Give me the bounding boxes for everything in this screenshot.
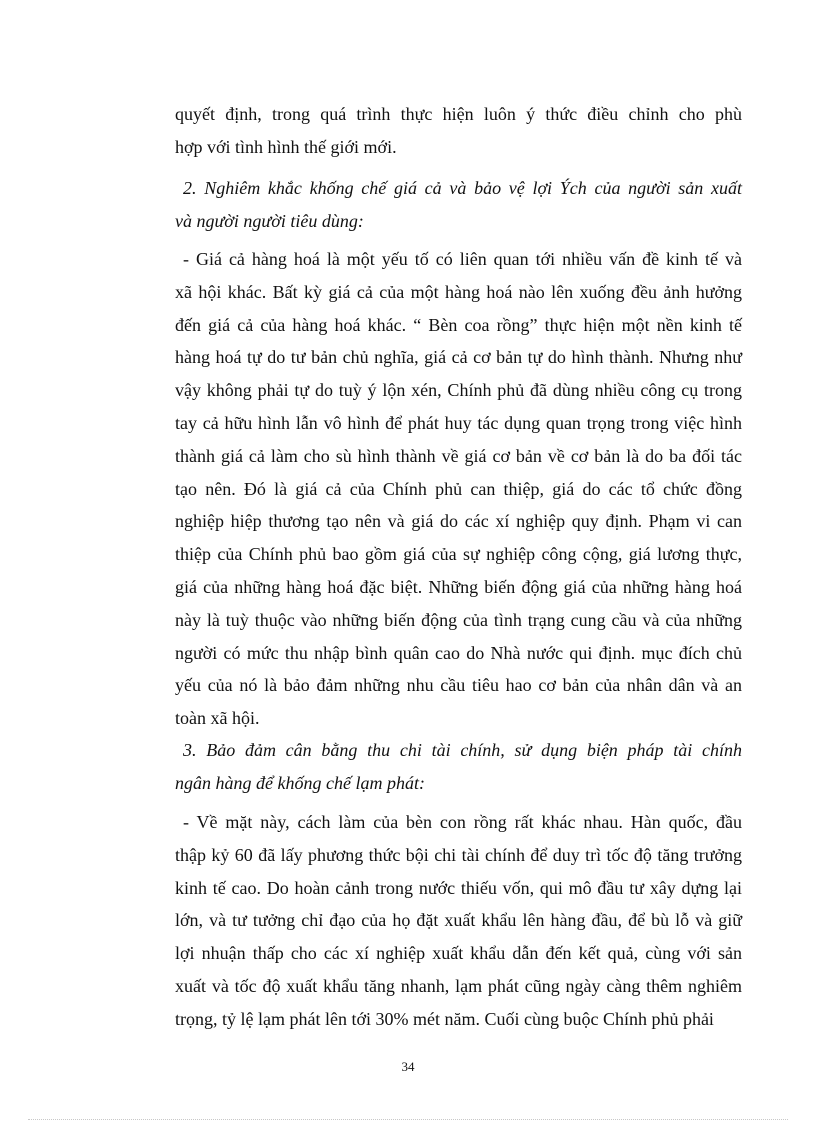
text-line: 3. Bảo đảm cân bằng thu chi tài chính, sử dụng biện pháp tài chính (183, 740, 742, 760)
paragraph-prices (175, 243, 742, 735)
section-heading-2 (175, 172, 742, 238)
text-line: tay cả hữu hình lẫn vô hình để phát huy tác dụng quan trọng trong việc hình (175, 412, 742, 433)
text-line: vậy không phải tự do tuỳ ý lộn xén, Chính phủ đã dùng nhiều công cụ trong (175, 380, 742, 401)
text-line: toàn xã hội. (175, 708, 260, 729)
text-line: hàng hoá tự do tư bản chủ nghĩa, giá cả cơ bản tự do hình thành. Nhưng như (175, 347, 742, 368)
text-line: lợi nhuận thấp cho các xí nghiệp xuất khẩu dẫn đến kết quả, cùng với sản (175, 943, 742, 964)
text-line: - Về mặt này, cách làm của bèn con rồng rất khác nhau. Hàn quốc, đầu (183, 812, 742, 832)
paragraph-finance (175, 806, 742, 1036)
text-line: trọng, tỷ lệ lạm phát lên tới 30% mét năm. Cuối cùng buộc Chính phủ phải (175, 1008, 714, 1029)
text-line: ngân hàng để khống chế lạm phát: (175, 772, 425, 793)
text-line: - Giá cả hàng hoá là một yếu tố có liên quan tới nhiều vấn đề kinh tế và (183, 249, 742, 269)
text-line: xuất và tốc độ xuất khẩu tăng nhanh, lạm phát cũng ngày càng thêm nghiêm (175, 975, 742, 996)
text-line: thập kỷ 60 đã lấy phương thức bội chi tài chính để duy trì tốc độ tăng trưởng (175, 844, 742, 865)
text-line: giá của những hàng hoá đặc biệt. Những biến động giá của những hàng hoá (175, 576, 742, 597)
text-line: yếu của nó là bảo đảm những nhu cầu tiêu hao cơ bản của nhân dân và an (175, 675, 742, 696)
text-line: người có mức thu nhập bình quân cao do Nhà nước qui định. mục đích chủ (175, 642, 742, 663)
text-line: nghiệp hiệp thương tạo nên và giá do các xí nghiệp quy định. Phạm vi can (175, 511, 742, 532)
text-line: hợp với tình hình thế giới mới. (175, 136, 397, 157)
page-number: 34 (401, 1059, 415, 1074)
text-line: quyết định, trong quá trình thực hiện luôn ý thức điều chỉnh cho phù (175, 104, 742, 124)
text-line: 2. Nghiêm khắc khống chế giá cả và bảo vệ lợi Ých của người sản xuất (183, 178, 742, 198)
text-line: đến giá cả của hàng hoá khác. “ Bèn coa rồng” thực hiện một nền kinh tế (175, 314, 742, 335)
text-line: thiệp của Chính phủ bao gồm giá của sự nghiệp công cộng, giá lương thực, (175, 544, 742, 565)
text-line: và người người tiêu dùng: (175, 210, 364, 231)
footer-divider (28, 1119, 788, 1120)
text-line: tạo nên. Đó là giá cả của Chính phủ can thiệp, giá do các tổ chức đồng (175, 478, 742, 499)
text-line: thành giá cả làm cho sù hình thành về giá cơ bản về cơ bản là do ba đối tác (175, 445, 742, 466)
text-line: này là tuỳ thuộc vào những biến động của tình trạng cung cầu và của những (175, 609, 742, 630)
text-line: xã hội khác. Bất kỳ giá cả của một hàng hoá nào lên xuống đều ảnh hưởng (175, 281, 742, 302)
text-line: kinh tế cao. Do hoàn cảnh trong nước thiếu vốn, qui mô đầu tư xây dựng lại (175, 877, 742, 898)
paragraph-continuation (175, 98, 742, 164)
text-line: lớn, và tư tưởng chỉ đạo của họ đặt xuất khẩu lên hàng đầu, để bù lỗ và giữ (175, 910, 742, 931)
section-heading-3 (175, 734, 742, 800)
